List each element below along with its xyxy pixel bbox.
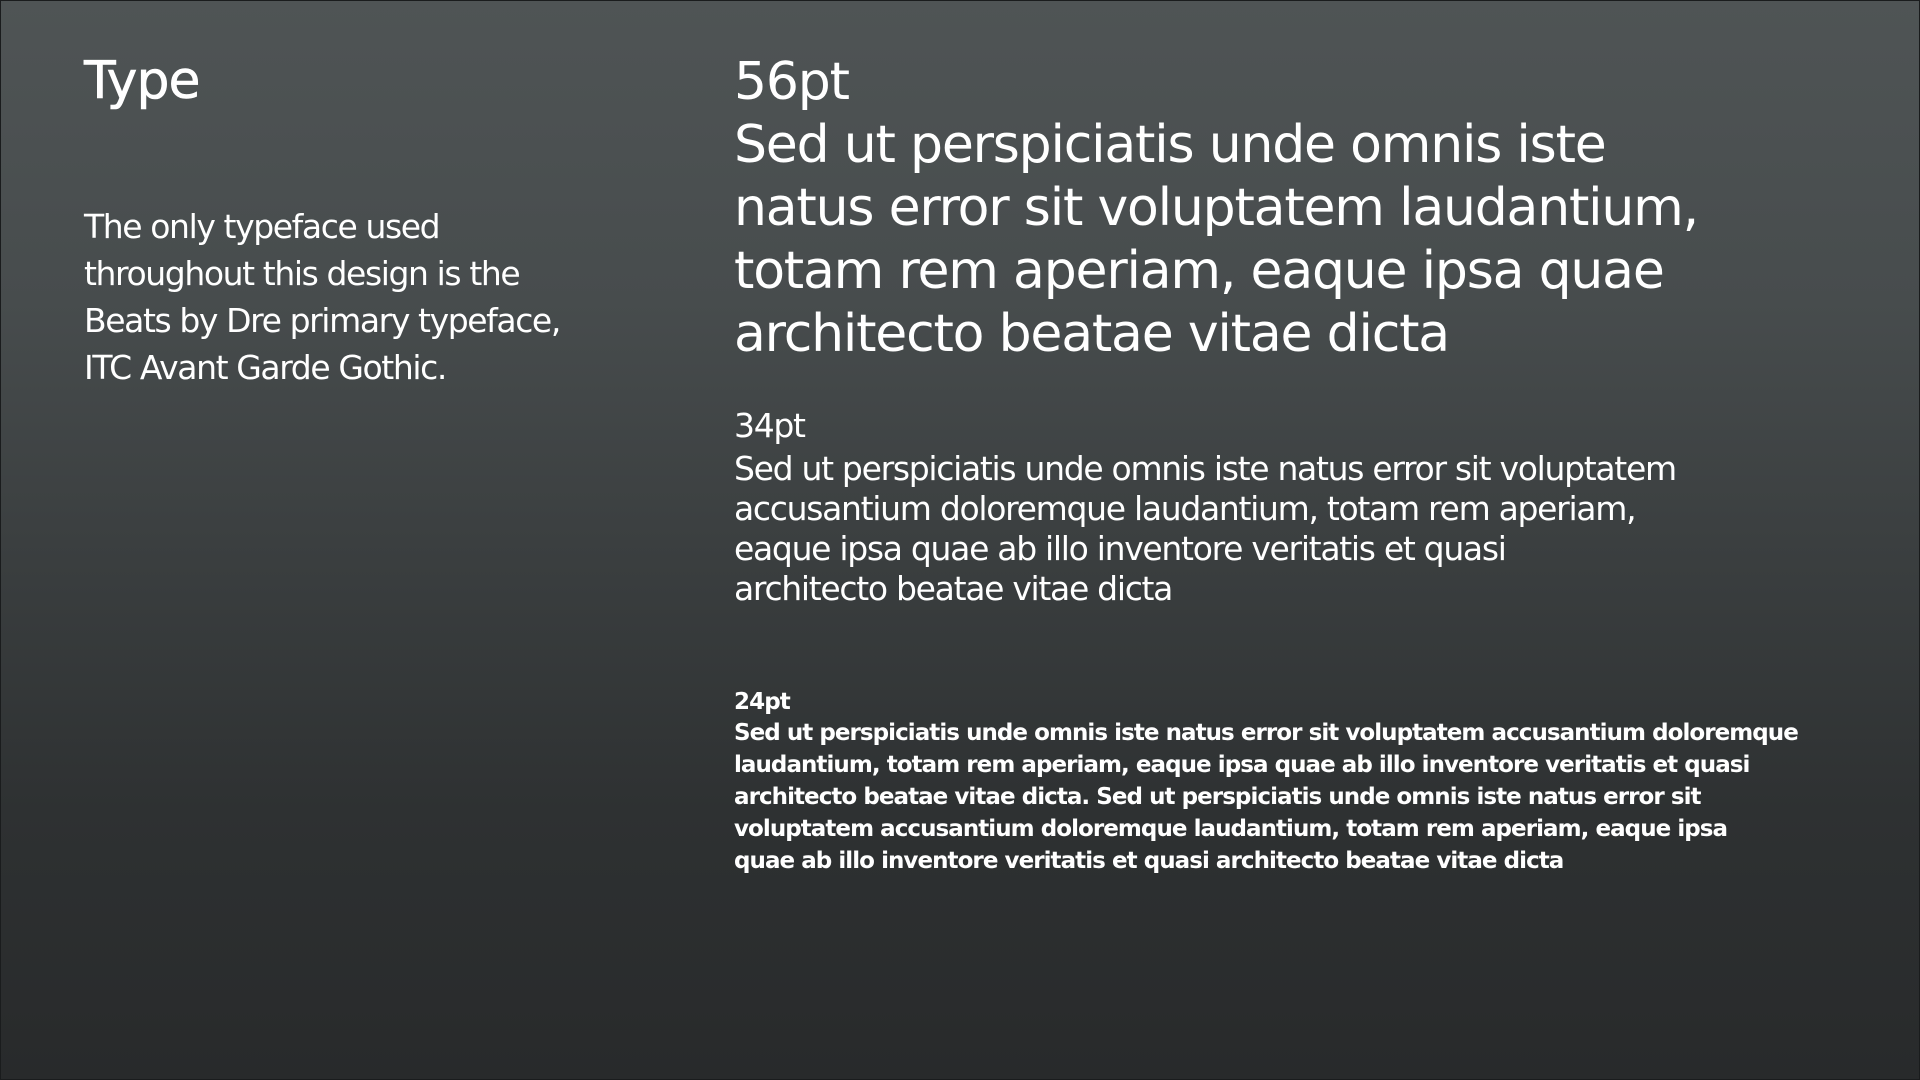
type-sample-24pt <box>734 687 1874 877</box>
sample-paragraph <box>734 449 1874 609</box>
sample-line: architecto beatae vitae dicta <box>734 569 1173 608</box>
sample-line: voluptatem accusantium doloremque laudantium, totam rem aperiam, eaque ipsa <box>734 816 1728 842</box>
sample-line: Sed ut perspiciatis unde omnis iste <box>734 115 1606 175</box>
description-line: The only typeface used <box>84 207 440 246</box>
sample-line: totam rem aperiam, eaque ipsa quae <box>734 241 1664 301</box>
sample-line: natus error sit voluptatem laudantium, <box>734 178 1698 238</box>
sample-line: laudantium, totam rem aperiam, eaque ipsa quae ab illo inventore veritatis et quasi <box>734 752 1750 778</box>
sample-line: architecto beatae vitae dicta. Sed ut perspiciatis unde omnis iste natus error sit <box>734 784 1701 810</box>
typeface-description <box>84 203 644 391</box>
sample-line: Sed ut perspiciatis unde omnis iste natus error sit voluptatem accusantium doloremque <box>734 720 1798 746</box>
description-line: ITC Avant Garde Gothic. <box>84 348 446 387</box>
sample-line: eaque ipsa quae ab illo inventore veritatis et quasi <box>734 529 1506 568</box>
sample-line: Sed ut perspiciatis unde omnis iste natus error sit voluptatem <box>734 449 1676 488</box>
sample-paragraph <box>734 114 1874 366</box>
sample-size-label: 56pt <box>734 52 849 112</box>
sample-line: accusantium doloremque laudantium, totam rem aperiam, <box>734 489 1636 528</box>
slide-title: Type <box>84 51 200 111</box>
sample-size-label: 34pt <box>734 406 805 445</box>
description-line: throughout this design is the <box>84 254 520 293</box>
type-sample-56pt <box>734 51 1874 366</box>
sample-line: quae ab illo inventore veritatis et quasi architecto beatae vitae dicta <box>734 848 1564 874</box>
type-sample-34pt <box>734 403 1874 609</box>
description-line: Beats by Dre primary typeface, <box>84 301 560 340</box>
sample-size-label: 24pt <box>734 689 790 715</box>
sample-paragraph <box>734 717 1874 877</box>
sample-line: architecto beatae vitae dicta <box>734 304 1449 364</box>
